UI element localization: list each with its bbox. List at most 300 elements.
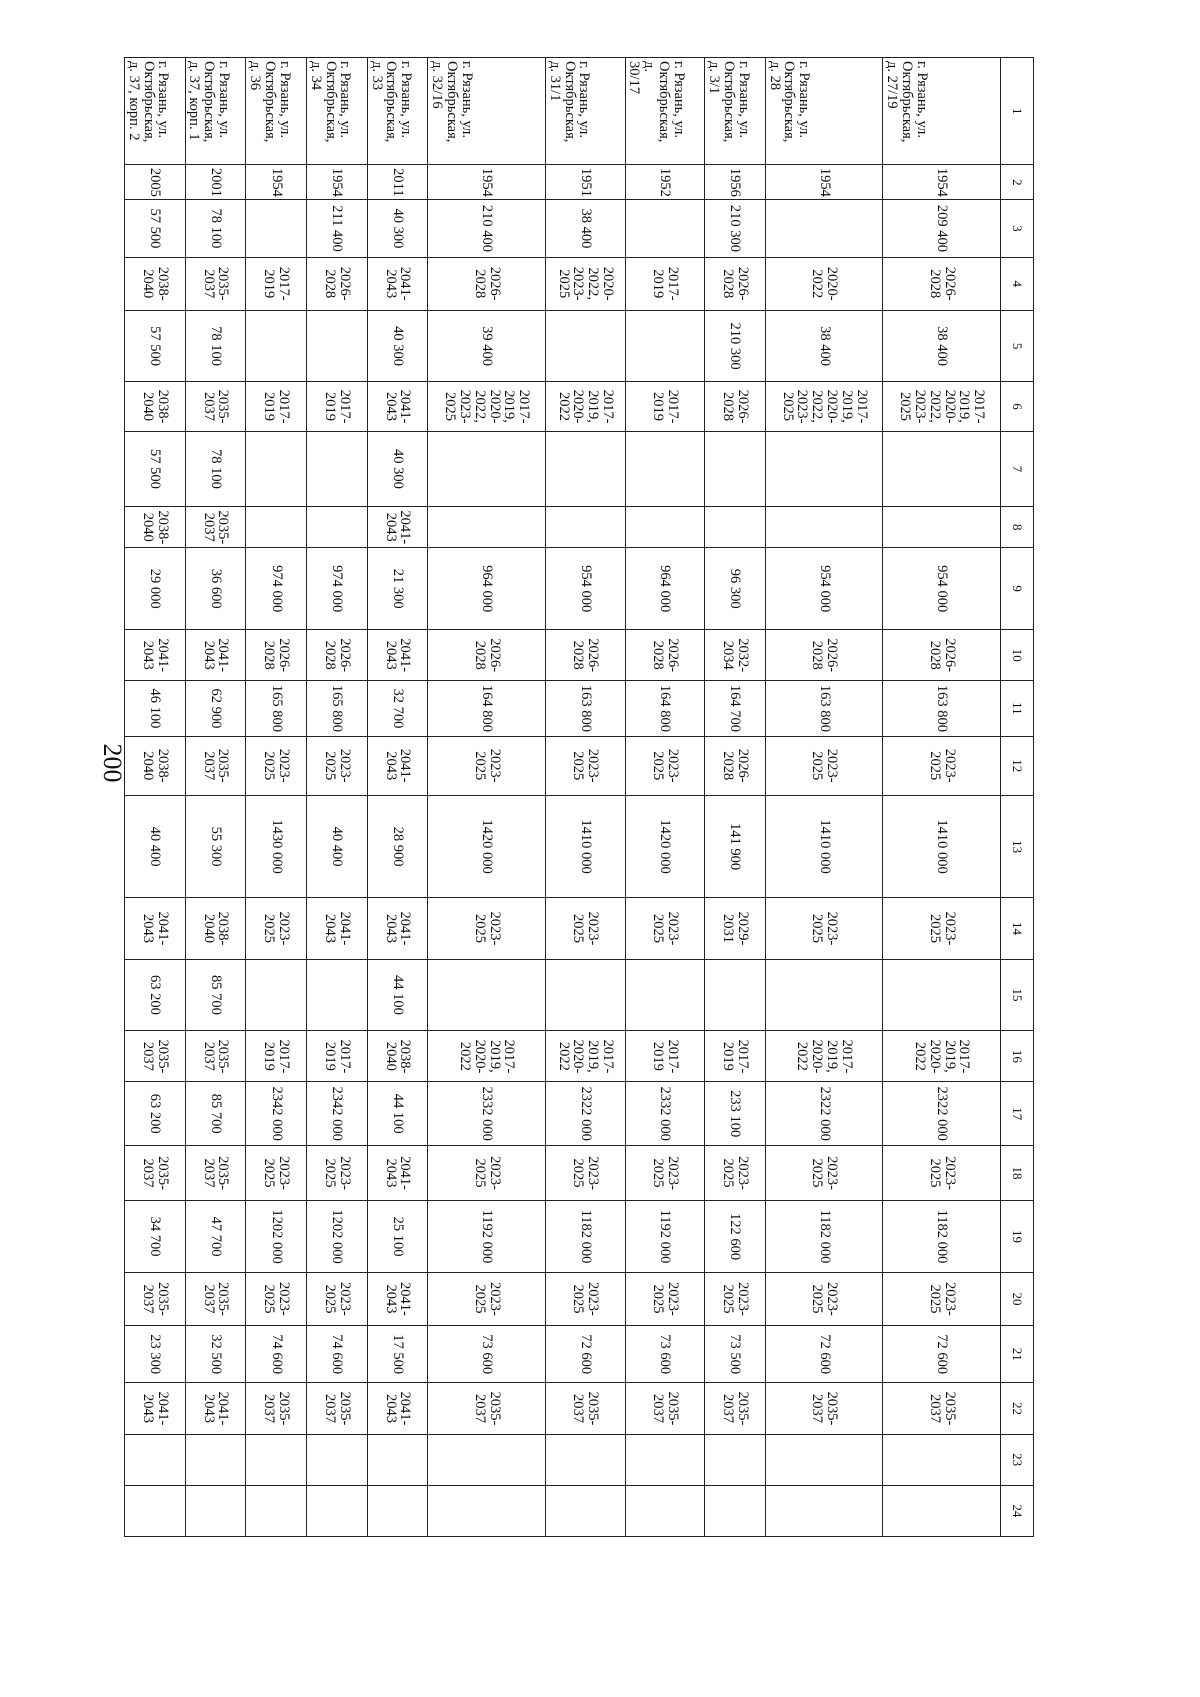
cell-value: 2023- 2025: [649, 911, 681, 946]
cell-value: 1202 000: [268, 1209, 285, 1264]
table-cell: [246, 257, 307, 310]
table-cell: [246, 1145, 307, 1200]
column-number: 7: [1001, 431, 1034, 507]
table-cell: [625, 1485, 705, 1536]
cell-value: 2023- 2025: [809, 911, 840, 946]
table-cell: [546, 795, 626, 897]
table-cell: [883, 630, 1001, 681]
cell-value: 2041- 2043: [382, 748, 414, 783]
cell-value: 40 300: [390, 448, 407, 489]
cell-value: 38 400: [934, 326, 951, 367]
table-cell: [125, 1031, 186, 1082]
table-cell: [185, 548, 246, 630]
table-cell: [765, 1272, 883, 1325]
table-cell: [765, 382, 883, 431]
table-cell: [428, 898, 546, 959]
table-cell: [246, 165, 307, 200]
table-cell: [705, 1031, 766, 1082]
cell-value: 62 900: [207, 688, 224, 729]
cell-value: 1182 000: [577, 1209, 594, 1264]
table-row: [883, 58, 1001, 1537]
table-cell: [428, 257, 546, 310]
cell-value: 2005: [147, 167, 164, 197]
table-cell: [307, 1082, 368, 1145]
cell-value: 2342 000: [268, 1086, 285, 1141]
table-cell: [428, 1201, 546, 1273]
table-cell: [705, 1434, 766, 1485]
table-cell: [546, 1145, 626, 1200]
table-cell: [367, 898, 428, 959]
table-cell: [307, 1201, 368, 1273]
table-cell: [765, 959, 883, 1031]
table-cell: [428, 681, 546, 736]
table-cell: [883, 898, 1001, 959]
column-number: 11: [1001, 681, 1034, 736]
table-cell: [185, 630, 246, 681]
cell-value: 954 000: [934, 565, 951, 613]
repair-schedule-table: [124, 57, 1034, 1537]
cell-value: 40 300: [390, 326, 407, 367]
table-cell: [705, 898, 766, 959]
table-cell: [125, 1326, 186, 1383]
address-cell: [185, 58, 246, 165]
cell-value: 2011: [390, 168, 407, 197]
column-number-row: [1001, 58, 1034, 1537]
table-cell: [883, 1383, 1001, 1434]
table-cell: [246, 200, 307, 257]
table-cell: [367, 959, 428, 1031]
table-row: [367, 58, 428, 1537]
table-cell: [546, 1383, 626, 1434]
table-cell: [625, 1383, 705, 1434]
table-cell: [546, 959, 626, 1031]
table-cell: [307, 1434, 368, 1485]
cell-value: 2038- 2040: [200, 911, 232, 946]
cell-value: 2041- 2043: [139, 638, 171, 673]
cell-value: 2041- 2043: [382, 1282, 414, 1316]
cell-value: 1192 000: [657, 1209, 674, 1264]
table-cell: [125, 1434, 186, 1485]
table-cell: [625, 1434, 705, 1485]
table-cell: [546, 382, 626, 431]
table-cell: [307, 736, 368, 795]
table-cell: [246, 795, 307, 897]
cell-value: 2023- 2025: [570, 911, 602, 946]
address-text: г. Рязань, ул. Октябрьская, д. 32/16: [429, 61, 475, 143]
cell-value: 2023- 2025: [261, 1282, 293, 1316]
cell-value: 2035- 2037: [471, 1391, 503, 1426]
cell-value: 2026- 2028: [321, 638, 353, 673]
cell-value: 2023- 2025: [471, 748, 503, 783]
cell-value: 2017- 2019, 2020- 2022: [555, 389, 616, 424]
column-number: 20: [1001, 1272, 1034, 1325]
cell-value: 2041- 2043: [200, 638, 232, 673]
table-cell: [765, 898, 883, 959]
table-cell: [625, 1145, 705, 1200]
table-cell: [367, 507, 428, 548]
cell-value: 2017- 2019, 2020- 2022: [555, 1039, 616, 1074]
cell-value: 122 600: [727, 1212, 744, 1261]
cell-value: 2023- 2025: [720, 1156, 751, 1190]
table-cell: [185, 959, 246, 1031]
table-cell: [546, 630, 626, 681]
address-cell: [428, 58, 546, 165]
cell-value: 2038- 2040: [139, 748, 171, 783]
table-cell: [246, 1326, 307, 1383]
table-cell: [883, 382, 1001, 431]
cell-value: 96 300: [727, 568, 744, 609]
cell-value: 2041- 2043: [382, 510, 414, 545]
cell-value: 2023- 2025: [649, 1282, 681, 1316]
table-cell: [246, 1082, 307, 1145]
cell-value: 2023- 2025: [321, 1156, 353, 1190]
cell-value: 2017- 2019, 2020- 2022: [456, 1039, 518, 1074]
table-cell: [185, 507, 246, 548]
table-cell: [765, 1201, 883, 1273]
cell-value: 1954: [268, 167, 285, 197]
table-cell: [246, 507, 307, 548]
cell-value: 2023- 2025: [649, 1156, 681, 1190]
table-cell: [765, 1485, 883, 1536]
table-cell: [367, 310, 428, 382]
table-cell: [428, 795, 546, 897]
table-cell: [428, 1383, 546, 1434]
cell-value: 2023- 2025: [809, 748, 840, 783]
table-cell: [307, 431, 368, 507]
table-cell: [705, 795, 766, 897]
table-cell: [625, 795, 705, 897]
cell-value: 1954: [816, 167, 833, 197]
table-cell: [367, 1082, 428, 1145]
cell-value: 2023- 2025: [261, 1156, 293, 1190]
table-cell: [307, 310, 368, 382]
cell-value: 2023- 2025: [261, 748, 293, 783]
cell-value: 73 600: [479, 1334, 496, 1375]
column-number: 5: [1001, 310, 1034, 382]
cell-value: 2001: [207, 167, 224, 197]
cell-value: 2026- 2028: [471, 638, 503, 673]
address-text: г. Рязань, ул. Октябрьская, д. 37, корп. 1: [186, 61, 233, 143]
cell-value: 2023- 2025: [471, 911, 503, 946]
table-cell: [883, 548, 1001, 630]
table-cell: [246, 1272, 307, 1325]
cell-value: 2035- 2037: [649, 1391, 681, 1426]
cell-value: 2041- 2043: [382, 266, 414, 301]
table-cell: [546, 310, 626, 382]
address-text: г. Рязань, ул. Октябрьская, д. 31/1: [546, 61, 593, 143]
cell-value: 1954: [934, 167, 951, 197]
table-cell: [246, 310, 307, 382]
table-cell: [185, 1383, 246, 1434]
cell-value: 2023- 2025: [321, 1282, 353, 1316]
table-cell: [307, 1485, 368, 1536]
cell-value: 2026- 2028: [720, 748, 751, 783]
cell-value: 78 100: [207, 448, 224, 489]
cell-value: 2035- 2037: [200, 266, 232, 301]
table-cell: [705, 1485, 766, 1536]
column-number: 18: [1001, 1145, 1034, 1200]
table-cell: [246, 1485, 307, 1536]
table-cell: [705, 736, 766, 795]
cell-value: 1951: [577, 167, 594, 197]
cell-value: 2035- 2037: [200, 748, 232, 783]
address-cell: [367, 58, 428, 165]
column-number: 14: [1001, 898, 1034, 959]
table-cell: [367, 1272, 428, 1325]
cell-value: 2023- 2025: [649, 748, 681, 783]
cell-value: 211 400: [329, 205, 346, 252]
table-cell: [428, 1031, 546, 1082]
address-cell: [705, 58, 766, 165]
address-text: г. Рязань, ул. Октябрьская, д. 30/17: [626, 61, 687, 143]
table-cell: [246, 382, 307, 431]
table-cell: [125, 1383, 186, 1434]
cell-value: 2038- 2040: [382, 1039, 414, 1074]
table-cell: [625, 681, 705, 736]
address-cell: [125, 58, 186, 165]
table-cell: [625, 1272, 705, 1325]
table-cell: [428, 630, 546, 681]
table-cell: [705, 507, 766, 548]
table-cell: [883, 1145, 1001, 1200]
cell-value: 164 800: [479, 684, 496, 732]
table-cell: [246, 630, 307, 681]
address-cell: [765, 58, 883, 165]
table-cell: [765, 1031, 883, 1082]
rotated-table-container: [124, 57, 1034, 1537]
table-cell: [185, 200, 246, 257]
table-cell: [307, 382, 368, 431]
table-cell: [185, 1082, 246, 1145]
cell-value: 2017- 2019, 2020- 2022, 2023- 2025: [779, 389, 870, 424]
table-cell: [367, 736, 428, 795]
column-number: 23: [1001, 1434, 1034, 1485]
address-text: г. Рязань, ул. Октябрьская, д. 3/1: [706, 61, 752, 143]
column-number: 22: [1001, 1383, 1034, 1434]
table-cell: [705, 257, 766, 310]
cell-value: 40 400: [147, 826, 164, 867]
table-cell: [125, 1082, 186, 1145]
table-cell: [246, 898, 307, 959]
table-row: [625, 58, 705, 1537]
address-cell: [546, 58, 626, 165]
cell-value: 2023- 2025: [926, 1156, 958, 1190]
cell-value: 2017- 2019: [649, 389, 681, 424]
table-cell: [625, 959, 705, 1031]
table-cell: [765, 1434, 883, 1485]
table-cell: [883, 1434, 1001, 1485]
table-cell: [705, 1383, 766, 1434]
cell-value: 2322 000: [816, 1086, 833, 1141]
cell-value: 164 800: [657, 684, 674, 732]
table-cell: [546, 200, 626, 257]
address-text: г. Рязань, ул. Октябрьская, д. 33: [368, 61, 415, 143]
table-cell: [125, 431, 186, 507]
table-cell: [625, 898, 705, 959]
cell-value: 1420 000: [657, 819, 674, 874]
cell-value: 2026- 2028: [720, 266, 751, 301]
table-cell: [625, 1326, 705, 1383]
cell-value: 78 100: [207, 326, 224, 367]
cell-value: 164 700: [727, 684, 744, 732]
table-cell: [367, 548, 428, 630]
cell-value: 2017- 2019, 2020- 2022, 2023- 2025: [442, 389, 533, 424]
table-row: [705, 58, 766, 1537]
cell-value: 2035- 2037: [926, 1391, 958, 1426]
cell-value: 2041- 2043: [382, 638, 414, 673]
table-cell: [367, 630, 428, 681]
table-cell: [765, 507, 883, 548]
cell-value: 2041- 2043: [382, 1156, 414, 1190]
table-cell: [307, 200, 368, 257]
table-cell: [883, 959, 1001, 1031]
column-number: 1: [1001, 58, 1034, 165]
cell-value: 2026- 2028: [926, 266, 958, 301]
table-cell: [883, 507, 1001, 548]
table-cell: [125, 200, 186, 257]
table-cell: [367, 1383, 428, 1434]
table-cell: [307, 959, 368, 1031]
cell-value: 1182 000: [816, 1209, 833, 1264]
cell-value: 2023- 2025: [926, 911, 958, 946]
cell-value: 163 800: [934, 684, 951, 732]
cell-value: 2026- 2028: [720, 389, 751, 424]
table-row: [546, 58, 626, 1537]
cell-value: 2017- 2019: [649, 266, 681, 301]
table-cell: [883, 200, 1001, 257]
cell-value: 2332 000: [657, 1086, 674, 1141]
table-cell: [367, 1434, 428, 1485]
cell-value: 46 100: [147, 688, 164, 729]
table-cell: [705, 1201, 766, 1273]
cell-value: 964 000: [657, 565, 674, 613]
table-cell: [125, 507, 186, 548]
cell-value: 2017- 2019: [321, 389, 353, 424]
cell-value: 40 300: [390, 208, 407, 249]
table-cell: [125, 310, 186, 382]
table-cell: [307, 1272, 368, 1325]
table-cell: [765, 736, 883, 795]
cell-value: 1430 000: [268, 819, 285, 874]
cell-value: 57 500: [147, 326, 164, 367]
cell-value: 57 500: [147, 448, 164, 489]
cell-value: 163 800: [577, 684, 594, 732]
address-cell: [883, 58, 1001, 165]
cell-value: 2035- 2037: [200, 1282, 232, 1316]
table-cell: [625, 736, 705, 795]
table-cell: [765, 1082, 883, 1145]
cell-value: 34 700: [147, 1216, 164, 1257]
cell-value: 2035- 2037: [570, 1391, 602, 1426]
table-cell: [307, 165, 368, 200]
table-cell: [765, 431, 883, 507]
column-number: 15: [1001, 959, 1034, 1031]
cell-value: 209 400: [934, 204, 951, 252]
table-cell: [883, 257, 1001, 310]
cell-value: 2017- 2019, 2020- 2022: [794, 1039, 855, 1074]
cell-value: 2020- 2022: [809, 266, 840, 301]
cell-value: 57 500: [147, 208, 164, 249]
cell-value: 141 900: [727, 823, 744, 871]
table-cell: [307, 1031, 368, 1082]
table-cell: [765, 310, 883, 382]
cell-value: 1182 000: [934, 1209, 951, 1264]
table-cell: [428, 1485, 546, 1536]
table-cell: [246, 1383, 307, 1434]
cell-value: 2035- 2037: [139, 1039, 171, 1074]
cell-value: 32 500: [207, 1334, 224, 1375]
cell-value: 2026- 2028: [809, 638, 840, 673]
table-cell: [246, 736, 307, 795]
table-cell: [625, 431, 705, 507]
table-cell: [705, 310, 766, 382]
table-cell: [883, 431, 1001, 507]
column-number: 13: [1001, 795, 1034, 897]
address-text: г. Рязань, ул. Октябрьская, д. 37, корп. 2: [125, 61, 172, 143]
table-cell: [428, 431, 546, 507]
table-cell: [883, 736, 1001, 795]
cell-value: 72 600: [816, 1334, 833, 1375]
table-cell: [307, 1326, 368, 1383]
address-text: г. Рязань, ул. Октябрьская, д. 28: [766, 61, 813, 143]
address-cell: [307, 58, 368, 165]
table-cell: [428, 1145, 546, 1200]
table-cell: [546, 681, 626, 736]
cell-value: 2026- 2028: [649, 638, 681, 673]
cell-value: 163 800: [816, 684, 833, 732]
column-number: 17: [1001, 1082, 1034, 1145]
table-row: [185, 58, 246, 1537]
table-cell: [546, 548, 626, 630]
cell-value: 2026- 2028: [321, 266, 353, 301]
table-row: [307, 58, 368, 1537]
table-cell: [705, 959, 766, 1031]
address-text: г. Рязань, ул. Октябрьская, д. 34: [307, 61, 354, 143]
table-cell: [185, 736, 246, 795]
table-cell: [883, 1082, 1001, 1145]
table-cell: [428, 382, 546, 431]
table-cell: [428, 1326, 546, 1383]
table-cell: [246, 959, 307, 1031]
cell-value: 2322 000: [577, 1086, 594, 1141]
table-cell: [185, 310, 246, 382]
cell-value: 17 500: [390, 1334, 407, 1375]
cell-value: 2023- 2025: [809, 1282, 840, 1316]
table-cell: [765, 630, 883, 681]
table-cell: [185, 1272, 246, 1325]
table-cell: [125, 681, 186, 736]
table-cell: [185, 431, 246, 507]
table-cell: [625, 310, 705, 382]
cell-value: 2041- 2043: [139, 911, 171, 946]
cell-value: 63 200: [147, 975, 164, 1015]
table-cell: [546, 1485, 626, 1536]
table-cell: [125, 165, 186, 200]
table-cell: [883, 1326, 1001, 1383]
cell-value: 2035- 2037: [720, 1391, 751, 1426]
table-cell: [883, 1201, 1001, 1273]
table-cell: [307, 630, 368, 681]
cell-value: 1954: [329, 167, 346, 197]
table-cell: [125, 548, 186, 630]
column-number: 6: [1001, 382, 1034, 431]
cell-value: 2023- 2025: [261, 911, 293, 946]
cell-value: 72 600: [934, 1334, 951, 1375]
table-cell: [765, 795, 883, 897]
cell-value: 38 400: [816, 326, 833, 367]
address-cell: [246, 58, 307, 165]
cell-value: 210 400: [479, 204, 496, 252]
